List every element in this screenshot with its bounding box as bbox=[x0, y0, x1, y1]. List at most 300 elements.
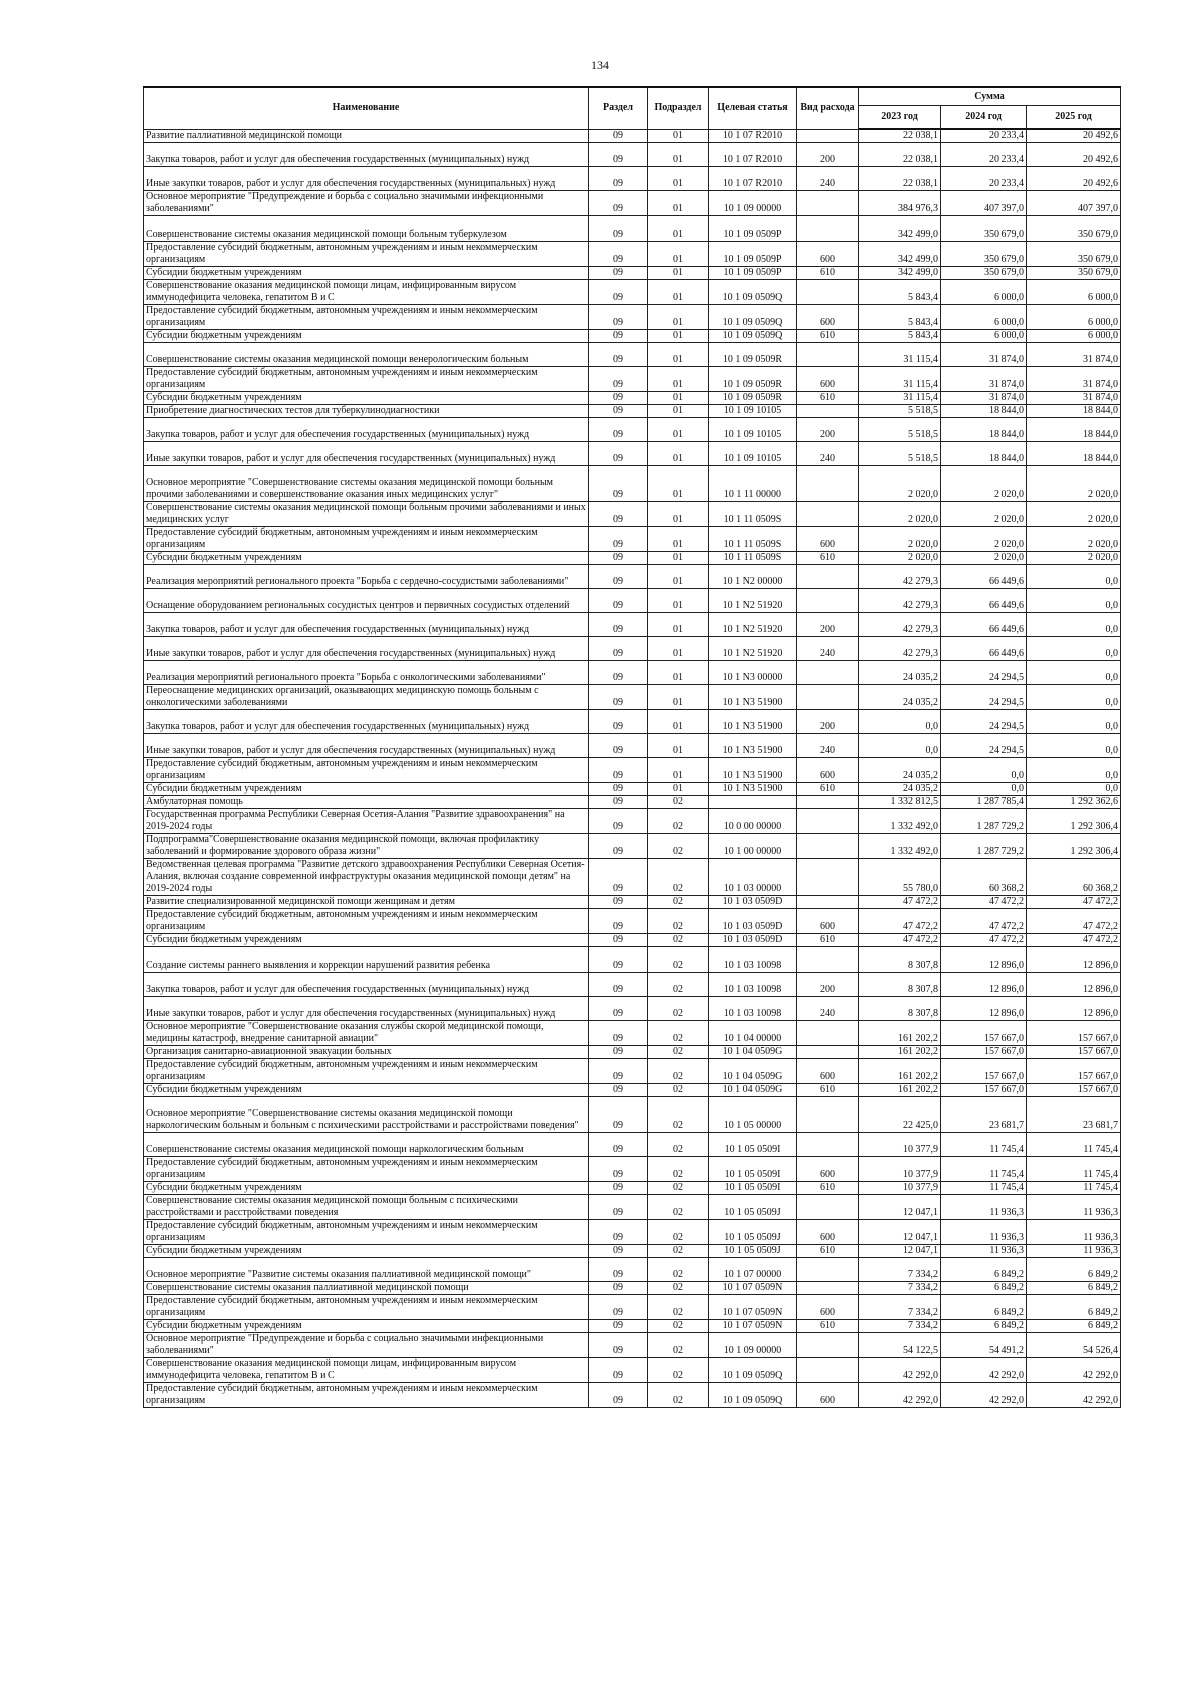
cell-sum-2023: 2 020,0 bbox=[859, 552, 941, 565]
cell-sum-2025: 0,0 bbox=[1027, 565, 1121, 589]
cell-name: Предоставление субсидий бюджетным, автономным учреждениям и иным некоммерческим организациям bbox=[144, 758, 589, 783]
cell-expense-type: 600 bbox=[797, 305, 859, 330]
cell-section: 09 bbox=[589, 1084, 648, 1097]
cell-expense-type bbox=[797, 191, 859, 216]
cell-name: Развитие паллиативной медицинской помощи bbox=[144, 129, 589, 143]
cell-sum-2025: 6 849,2 bbox=[1027, 1258, 1121, 1282]
table-row bbox=[144, 330, 1121, 343]
cell-sum-2025: 18 844,0 bbox=[1027, 405, 1121, 418]
table-row bbox=[144, 896, 1121, 909]
cell-subsection: 02 bbox=[648, 809, 709, 834]
cell-sum-2023: 12 047,1 bbox=[859, 1245, 941, 1258]
cell-sum-2023: 42 279,3 bbox=[859, 613, 941, 637]
cell-sum-2023: 8 307,8 bbox=[859, 973, 941, 997]
cell-section: 09 bbox=[589, 1157, 648, 1182]
table-row bbox=[144, 1097, 1121, 1133]
cell-name: Предоставление субсидий бюджетным, автономным учреждениям и иным некоммерческим организациям bbox=[144, 1295, 589, 1320]
cell-name: Предоставление субсидий бюджетным, автономным учреждениям и иным некоммерческим организациям bbox=[144, 1220, 589, 1245]
cell-sum-2024: 60 368,2 bbox=[941, 859, 1027, 896]
table-row bbox=[144, 758, 1121, 783]
table-row bbox=[144, 267, 1121, 280]
cell-name: Основное мероприятие "Совершенствование системы оказания медицинской помощи больным прочими заболеваниями и совершенствование оказания иных медицинских услуг" bbox=[144, 466, 589, 502]
cell-sum-2024: 407 397,0 bbox=[941, 191, 1027, 216]
cell-target-article: 10 1 03 00000 bbox=[709, 859, 797, 896]
table-row bbox=[144, 1046, 1121, 1059]
cell-name: Иные закупки товаров, работ и услуг для обеспечения государственных (муниципальных) нужд bbox=[144, 997, 589, 1021]
cell-sum-2024: 47 472,2 bbox=[941, 896, 1027, 909]
cell-expense-type: 600 bbox=[797, 1220, 859, 1245]
cell-expense-type: 610 bbox=[797, 330, 859, 343]
cell-sum-2023: 42 279,3 bbox=[859, 565, 941, 589]
cell-sum-2025: 407 397,0 bbox=[1027, 191, 1121, 216]
table-row bbox=[144, 527, 1121, 552]
cell-name: Субсидии бюджетным учреждениям bbox=[144, 783, 589, 796]
table-row bbox=[144, 466, 1121, 502]
cell-target-article: 10 1 04 00000 bbox=[709, 1021, 797, 1046]
cell-sum-2025: 0,0 bbox=[1027, 710, 1121, 734]
cell-sum-2023: 5 518,5 bbox=[859, 418, 941, 442]
cell-sum-2023: 7 334,2 bbox=[859, 1320, 941, 1333]
header-sum: Сумма bbox=[859, 87, 1121, 106]
cell-name: Реализация мероприятий регионального проекта "Борьба с онкологическими заболеваниями" bbox=[144, 661, 589, 685]
cell-target-article: 10 1 11 0509S bbox=[709, 502, 797, 527]
cell-name: Субсидии бюджетным учреждениям bbox=[144, 330, 589, 343]
cell-subsection: 02 bbox=[648, 1021, 709, 1046]
cell-sum-2024: 2 020,0 bbox=[941, 552, 1027, 565]
cell-name: Ведомственная целевая программа "Развитие детского здравоохранения Республики Северная Осетия-Алания, включая создание современной инфраструктуры оказания медицинской помощи детям" на 2019-2024 годы bbox=[144, 859, 589, 896]
cell-expense-type: 200 bbox=[797, 973, 859, 997]
header-section: Раздел bbox=[589, 87, 648, 129]
cell-sum-2023: 342 499,0 bbox=[859, 216, 941, 242]
cell-expense-type bbox=[797, 859, 859, 896]
cell-expense-type: 200 bbox=[797, 418, 859, 442]
cell-section: 09 bbox=[589, 280, 648, 305]
cell-target-article: 10 1 04 0509G bbox=[709, 1046, 797, 1059]
cell-sum-2023: 24 035,2 bbox=[859, 783, 941, 796]
cell-expense-type bbox=[797, 1133, 859, 1157]
cell-section: 09 bbox=[589, 809, 648, 834]
cell-name: Основное мероприятие "Предупреждение и борьба с социально значимыми инфекционными заболеваниями" bbox=[144, 1333, 589, 1358]
cell-section: 09 bbox=[589, 442, 648, 466]
cell-expense-type: 610 bbox=[797, 934, 859, 947]
cell-subsection: 01 bbox=[648, 442, 709, 466]
cell-sum-2025: 42 292,0 bbox=[1027, 1358, 1121, 1383]
cell-sum-2025: 2 020,0 bbox=[1027, 466, 1121, 502]
cell-sum-2023: 42 292,0 bbox=[859, 1358, 941, 1383]
cell-name: Закупка товаров, работ и услуг для обеспечения государственных (муниципальных) нужд bbox=[144, 418, 589, 442]
cell-sum-2024: 18 844,0 bbox=[941, 418, 1027, 442]
cell-target-article: 10 1 09 10105 bbox=[709, 442, 797, 466]
cell-subsection: 01 bbox=[648, 191, 709, 216]
cell-sum-2024: 23 681,7 bbox=[941, 1097, 1027, 1133]
cell-target-article: 10 1 05 0509I bbox=[709, 1133, 797, 1157]
cell-sum-2024: 1 287 729,2 bbox=[941, 809, 1027, 834]
table-row bbox=[144, 973, 1121, 997]
cell-expense-type bbox=[797, 896, 859, 909]
cell-expense-type bbox=[797, 685, 859, 710]
cell-sum-2023: 47 472,2 bbox=[859, 909, 941, 934]
cell-target-article: 10 1 07 0509N bbox=[709, 1282, 797, 1295]
cell-expense-type: 610 bbox=[797, 1084, 859, 1097]
cell-subsection: 01 bbox=[648, 129, 709, 143]
table-row bbox=[144, 685, 1121, 710]
cell-expense-type: 600 bbox=[797, 909, 859, 934]
cell-target-article: 10 1 07 R2010 bbox=[709, 167, 797, 191]
cell-section: 09 bbox=[589, 167, 648, 191]
table-row bbox=[144, 367, 1121, 392]
cell-section: 09 bbox=[589, 1295, 648, 1320]
cell-subsection: 02 bbox=[648, 834, 709, 859]
cell-sum-2025: 157 667,0 bbox=[1027, 1021, 1121, 1046]
cell-target-article: 10 1 11 0509S bbox=[709, 552, 797, 565]
cell-subsection: 02 bbox=[648, 1258, 709, 1282]
cell-sum-2024: 157 667,0 bbox=[941, 1046, 1027, 1059]
cell-target-article: 10 1 04 0509G bbox=[709, 1059, 797, 1084]
cell-target-article: 10 1 07 0509N bbox=[709, 1295, 797, 1320]
cell-sum-2024: 12 896,0 bbox=[941, 997, 1027, 1021]
cell-expense-type: 610 bbox=[797, 267, 859, 280]
cell-expense-type bbox=[797, 1097, 859, 1133]
cell-subsection: 01 bbox=[648, 267, 709, 280]
cell-target-article: 10 1 N3 51900 bbox=[709, 783, 797, 796]
cell-sum-2023: 7 334,2 bbox=[859, 1258, 941, 1282]
cell-subsection: 01 bbox=[648, 143, 709, 167]
cell-sum-2025: 6 849,2 bbox=[1027, 1320, 1121, 1333]
cell-sum-2023: 24 035,2 bbox=[859, 758, 941, 783]
cell-sum-2023: 8 307,8 bbox=[859, 997, 941, 1021]
cell-name: Субсидии бюджетным учреждениям bbox=[144, 1320, 589, 1333]
cell-sum-2025: 6 849,2 bbox=[1027, 1295, 1121, 1320]
cell-target-article: 10 1 09 10105 bbox=[709, 405, 797, 418]
cell-target-article: 10 1 05 0509I bbox=[709, 1182, 797, 1195]
table-row bbox=[144, 1021, 1121, 1046]
cell-sum-2024: 2 020,0 bbox=[941, 466, 1027, 502]
cell-name: Закупка товаров, работ и услуг для обеспечения государственных (муниципальных) нужд bbox=[144, 973, 589, 997]
cell-sum-2024: 66 449,6 bbox=[941, 565, 1027, 589]
cell-section: 09 bbox=[589, 1245, 648, 1258]
cell-target-article: 10 1 05 0509J bbox=[709, 1220, 797, 1245]
cell-sum-2024: 11 936,3 bbox=[941, 1245, 1027, 1258]
cell-subsection: 01 bbox=[648, 637, 709, 661]
cell-section: 09 bbox=[589, 834, 648, 859]
cell-sum-2023: 161 202,2 bbox=[859, 1084, 941, 1097]
cell-sum-2024: 6 849,2 bbox=[941, 1295, 1027, 1320]
table-row bbox=[144, 280, 1121, 305]
cell-subsection: 01 bbox=[648, 418, 709, 442]
cell-sum-2024: 42 292,0 bbox=[941, 1383, 1027, 1408]
cell-name: Совершенствование системы оказания медицинской помощи больным туберкулезом bbox=[144, 216, 589, 242]
table-row bbox=[144, 143, 1121, 167]
cell-section: 09 bbox=[589, 1258, 648, 1282]
cell-expense-type: 240 bbox=[797, 167, 859, 191]
cell-expense-type: 600 bbox=[797, 1383, 859, 1408]
cell-section: 09 bbox=[589, 1282, 648, 1295]
cell-name: Закупка товаров, работ и услуг для обеспечения государственных (муниципальных) нужд bbox=[144, 613, 589, 637]
cell-sum-2023: 47 472,2 bbox=[859, 896, 941, 909]
cell-subsection: 02 bbox=[648, 1333, 709, 1358]
cell-subsection: 02 bbox=[648, 1157, 709, 1182]
cell-sum-2023: 342 499,0 bbox=[859, 242, 941, 267]
cell-target-article: 10 1 03 0509D bbox=[709, 934, 797, 947]
cell-subsection: 01 bbox=[648, 661, 709, 685]
cell-sum-2025: 157 667,0 bbox=[1027, 1084, 1121, 1097]
cell-expense-type bbox=[797, 280, 859, 305]
cell-sum-2025: 47 472,2 bbox=[1027, 896, 1121, 909]
cell-target-article: 10 1 11 00000 bbox=[709, 466, 797, 502]
table-row bbox=[144, 1182, 1121, 1195]
cell-sum-2025: 47 472,2 bbox=[1027, 934, 1121, 947]
cell-sum-2023: 5 518,5 bbox=[859, 442, 941, 466]
table-row bbox=[144, 1320, 1121, 1333]
table-row bbox=[144, 1333, 1121, 1358]
cell-sum-2025: 2 020,0 bbox=[1027, 527, 1121, 552]
cell-subsection: 01 bbox=[648, 392, 709, 405]
cell-name: Совершенствование системы оказания медицинской помощи больным прочими заболеваниями и иных медицинских услуг bbox=[144, 502, 589, 527]
table-row bbox=[144, 552, 1121, 565]
cell-sum-2024: 157 667,0 bbox=[941, 1059, 1027, 1084]
cell-sum-2025: 350 679,0 bbox=[1027, 242, 1121, 267]
cell-sum-2023: 2 020,0 bbox=[859, 466, 941, 502]
cell-target-article: 10 1 11 0509S bbox=[709, 527, 797, 552]
cell-expense-type bbox=[797, 1333, 859, 1358]
cell-sum-2024: 66 449,6 bbox=[941, 637, 1027, 661]
cell-expense-type: 240 bbox=[797, 442, 859, 466]
cell-sum-2024: 6 000,0 bbox=[941, 305, 1027, 330]
cell-sum-2023: 10 377,9 bbox=[859, 1157, 941, 1182]
cell-sum-2025: 20 492,6 bbox=[1027, 167, 1121, 191]
cell-name: Основное мероприятие "Совершенствование оказания службы скорой медицинской помощи, медицины катастроф, внедрение санитарной авиации" bbox=[144, 1021, 589, 1046]
cell-sum-2023: 31 115,4 bbox=[859, 343, 941, 367]
table-row bbox=[144, 1195, 1121, 1220]
cell-section: 09 bbox=[589, 1021, 648, 1046]
cell-sum-2024: 11 936,3 bbox=[941, 1195, 1027, 1220]
cell-name: Реализация мероприятий регионального проекта "Борьба с сердечно-сосудистыми заболеваниями" bbox=[144, 565, 589, 589]
cell-expense-type: 610 bbox=[797, 552, 859, 565]
cell-target-article: 10 1 03 0509D bbox=[709, 909, 797, 934]
table-row bbox=[144, 589, 1121, 613]
cell-sum-2023: 24 035,2 bbox=[859, 661, 941, 685]
table-row bbox=[144, 191, 1121, 216]
cell-section: 09 bbox=[589, 710, 648, 734]
cell-sum-2024: 31 874,0 bbox=[941, 367, 1027, 392]
cell-target-article: 10 1 03 10098 bbox=[709, 997, 797, 1021]
cell-sum-2023: 0,0 bbox=[859, 710, 941, 734]
table-row bbox=[144, 1157, 1121, 1182]
cell-sum-2024: 6 000,0 bbox=[941, 280, 1027, 305]
cell-sum-2025: 6 000,0 bbox=[1027, 330, 1121, 343]
table-row bbox=[144, 783, 1121, 796]
cell-target-article: 10 1 03 0509D bbox=[709, 896, 797, 909]
cell-name: Субсидии бюджетным учреждениям bbox=[144, 552, 589, 565]
cell-name: Совершенствование оказания медицинской помощи лицам, инфицированным вирусом иммунодефицита человека, гепатитом B и C bbox=[144, 280, 589, 305]
table-row bbox=[144, 1133, 1121, 1157]
table-row bbox=[144, 637, 1121, 661]
cell-subsection: 01 bbox=[648, 367, 709, 392]
table-row bbox=[144, 859, 1121, 896]
cell-sum-2024: 24 294,5 bbox=[941, 685, 1027, 710]
cell-target-article: 10 1 09 0509Q bbox=[709, 330, 797, 343]
header-name: Наименование bbox=[144, 87, 589, 129]
cell-section: 09 bbox=[589, 758, 648, 783]
cell-section: 09 bbox=[589, 734, 648, 758]
table-row bbox=[144, 613, 1121, 637]
cell-target-article: 10 1 N2 00000 bbox=[709, 565, 797, 589]
cell-sum-2023: 24 035,2 bbox=[859, 685, 941, 710]
cell-sum-2025: 11 936,3 bbox=[1027, 1245, 1121, 1258]
cell-section: 09 bbox=[589, 973, 648, 997]
cell-section: 09 bbox=[589, 1358, 648, 1383]
cell-subsection: 01 bbox=[648, 502, 709, 527]
cell-expense-type bbox=[797, 661, 859, 685]
cell-sum-2023: 42 279,3 bbox=[859, 589, 941, 613]
cell-sum-2024: 2 020,0 bbox=[941, 527, 1027, 552]
cell-section: 09 bbox=[589, 242, 648, 267]
cell-section: 09 bbox=[589, 1220, 648, 1245]
cell-section: 09 bbox=[589, 305, 648, 330]
cell-section: 09 bbox=[589, 527, 648, 552]
cell-name: Государственная программа Республики Северная Осетия-Алания "Развитие здравоохранения" на 2019-2024 годы bbox=[144, 809, 589, 834]
cell-target-article: 10 1 09 0509R bbox=[709, 343, 797, 367]
cell-name: Субсидии бюджетным учреждениям bbox=[144, 267, 589, 280]
cell-sum-2024: 42 292,0 bbox=[941, 1358, 1027, 1383]
header-target-article: Целевая статья bbox=[709, 87, 797, 129]
cell-name: Совершенствование оказания медицинской помощи лицам, инфицированным вирусом иммунодефицита человека, гепатитом B и C bbox=[144, 1358, 589, 1383]
cell-sum-2025: 60 368,2 bbox=[1027, 859, 1121, 896]
cell-expense-type bbox=[797, 796, 859, 809]
cell-sum-2024: 54 491,2 bbox=[941, 1333, 1027, 1358]
cell-target-article: 10 1 09 00000 bbox=[709, 191, 797, 216]
cell-expense-type: 600 bbox=[797, 242, 859, 267]
cell-sum-2024: 350 679,0 bbox=[941, 267, 1027, 280]
cell-sum-2024: 24 294,5 bbox=[941, 734, 1027, 758]
cell-sum-2024: 24 294,5 bbox=[941, 710, 1027, 734]
cell-section: 09 bbox=[589, 552, 648, 565]
table-row bbox=[144, 734, 1121, 758]
cell-subsection: 02 bbox=[648, 1295, 709, 1320]
cell-name: Субсидии бюджетным учреждениям bbox=[144, 1245, 589, 1258]
cell-expense-type bbox=[797, 565, 859, 589]
cell-expense-type: 600 bbox=[797, 527, 859, 552]
cell-subsection: 02 bbox=[648, 796, 709, 809]
cell-expense-type: 240 bbox=[797, 637, 859, 661]
table-row bbox=[144, 661, 1121, 685]
cell-sum-2023: 12 047,1 bbox=[859, 1220, 941, 1245]
cell-subsection: 01 bbox=[648, 405, 709, 418]
cell-name: Совершенствование системы оказания паллиативной медицинской помощи bbox=[144, 1282, 589, 1295]
cell-expense-type: 600 bbox=[797, 1295, 859, 1320]
cell-section: 09 bbox=[589, 661, 648, 685]
table-row bbox=[144, 796, 1121, 809]
table-row bbox=[144, 1383, 1121, 1408]
cell-sum-2025: 6 849,2 bbox=[1027, 1282, 1121, 1295]
cell-sum-2023: 7 334,2 bbox=[859, 1295, 941, 1320]
cell-expense-type bbox=[797, 834, 859, 859]
cell-sum-2025: 0,0 bbox=[1027, 783, 1121, 796]
cell-expense-type bbox=[797, 1282, 859, 1295]
cell-sum-2023: 1 332 492,0 bbox=[859, 809, 941, 834]
cell-name: Субсидии бюджетным учреждениям bbox=[144, 1182, 589, 1195]
cell-section: 09 bbox=[589, 129, 648, 143]
cell-expense-type bbox=[797, 466, 859, 502]
cell-subsection: 02 bbox=[648, 896, 709, 909]
cell-section: 09 bbox=[589, 565, 648, 589]
table-body bbox=[144, 129, 1121, 1408]
cell-target-article: 10 1 N2 51920 bbox=[709, 589, 797, 613]
cell-sum-2023: 42 279,3 bbox=[859, 637, 941, 661]
cell-name: Предоставление субсидий бюджетным, автономным учреждениям и иным некоммерческим организациям bbox=[144, 242, 589, 267]
cell-sum-2025: 6 000,0 bbox=[1027, 280, 1121, 305]
cell-target-article: 10 1 04 0509G bbox=[709, 1084, 797, 1097]
table-row bbox=[144, 418, 1121, 442]
cell-sum-2023: 2 020,0 bbox=[859, 502, 941, 527]
cell-sum-2024: 47 472,2 bbox=[941, 909, 1027, 934]
cell-name: Создание системы раннего выявления и коррекции нарушений развития ребенка bbox=[144, 947, 589, 973]
cell-sum-2025: 6 000,0 bbox=[1027, 305, 1121, 330]
cell-sum-2025: 20 492,6 bbox=[1027, 129, 1121, 143]
cell-sum-2024: 47 472,2 bbox=[941, 934, 1027, 947]
budget-table bbox=[143, 86, 1121, 1408]
table-row bbox=[144, 997, 1121, 1021]
cell-sum-2024: 11 745,4 bbox=[941, 1133, 1027, 1157]
cell-name: Предоставление субсидий бюджетным, автономным учреждениям и иным некоммерческим организациям bbox=[144, 367, 589, 392]
cell-name: Оснащение оборудованием региональных сосудистых центров и первичных сосудистых отделений bbox=[144, 589, 589, 613]
cell-sum-2024: 350 679,0 bbox=[941, 216, 1027, 242]
cell-subsection: 02 bbox=[648, 1320, 709, 1333]
cell-target-article: 10 1 05 0509I bbox=[709, 1157, 797, 1182]
cell-subsection: 02 bbox=[648, 1245, 709, 1258]
cell-expense-type bbox=[797, 1195, 859, 1220]
table-row bbox=[144, 1084, 1121, 1097]
cell-expense-type bbox=[797, 216, 859, 242]
cell-target-article: 10 1 N3 51900 bbox=[709, 758, 797, 783]
table-row bbox=[144, 565, 1121, 589]
cell-expense-type bbox=[797, 947, 859, 973]
cell-target-article: 10 1 09 0509P bbox=[709, 267, 797, 280]
cell-sum-2025: 11 936,3 bbox=[1027, 1220, 1121, 1245]
cell-target-article: 10 1 N3 00000 bbox=[709, 661, 797, 685]
cell-expense-type: 600 bbox=[797, 1059, 859, 1084]
table-row bbox=[144, 947, 1121, 973]
cell-sum-2025: 0,0 bbox=[1027, 758, 1121, 783]
cell-name: Приобретение диагностических тестов для туберкулинодиагностики bbox=[144, 405, 589, 418]
cell-sum-2023: 5 843,4 bbox=[859, 305, 941, 330]
cell-name: Совершенствование системы оказания медицинской помощи венерологическим больным bbox=[144, 343, 589, 367]
cell-section: 09 bbox=[589, 1333, 648, 1358]
cell-sum-2025: 18 844,0 bbox=[1027, 442, 1121, 466]
cell-section: 09 bbox=[589, 613, 648, 637]
cell-expense-type bbox=[797, 343, 859, 367]
cell-subsection: 01 bbox=[648, 343, 709, 367]
cell-sum-2023: 384 976,3 bbox=[859, 191, 941, 216]
cell-name: Совершенствование системы оказания медицинской помощи наркологическим больным bbox=[144, 1133, 589, 1157]
cell-section: 09 bbox=[589, 1059, 648, 1084]
cell-expense-type: 240 bbox=[797, 997, 859, 1021]
cell-sum-2024: 0,0 bbox=[941, 783, 1027, 796]
cell-sum-2024: 11 745,4 bbox=[941, 1182, 1027, 1195]
cell-sum-2023: 22 038,1 bbox=[859, 143, 941, 167]
cell-target-article: 10 1 09 0509Q bbox=[709, 280, 797, 305]
cell-sum-2023: 42 292,0 bbox=[859, 1383, 941, 1408]
cell-sum-2025: 31 874,0 bbox=[1027, 392, 1121, 405]
cell-section: 09 bbox=[589, 418, 648, 442]
cell-name: Предоставление субсидий бюджетным, автономным учреждениям и иным некоммерческим организациям bbox=[144, 305, 589, 330]
cell-name: Иные закупки товаров, работ и услуг для обеспечения государственных (муниципальных) нужд bbox=[144, 637, 589, 661]
cell-expense-type bbox=[797, 1358, 859, 1383]
cell-target-article: 10 1 N2 51920 bbox=[709, 613, 797, 637]
cell-subsection: 01 bbox=[648, 527, 709, 552]
cell-subsection: 02 bbox=[648, 1097, 709, 1133]
cell-name: Организация санитарно-авиационной эвакуации больных bbox=[144, 1046, 589, 1059]
